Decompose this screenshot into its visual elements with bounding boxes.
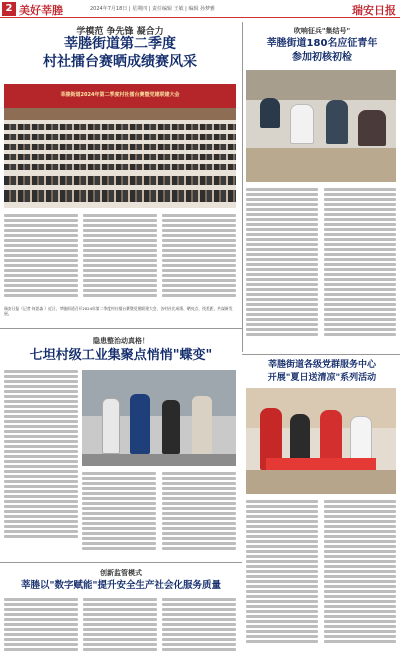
article1-photo-caption: 瑞安日报（记者 何思淼 ）近日，莘塍街道召开2024年第二季度村社擂台赛暨党建联建大会，各村社比成绩、晒亮点、找差距，共谋新发展。 <box>4 306 233 317</box>
article5-kicker: 创新监管模式 <box>100 569 142 577</box>
article1-body-col2 <box>83 212 157 306</box>
article2-headline-2: 参加初核初检 <box>292 52 352 63</box>
date-line: 2024年7月18日 | 星期四 | 责任编辑 王敏 | 编辑 孙梦雅 <box>90 6 216 12</box>
article2-kicker: 吹响征兵"集结号" <box>293 27 351 35</box>
article5-body-col3 <box>162 596 236 654</box>
article2-headline-1: 莘塍街道180名应征青年 <box>266 38 378 49</box>
article3-headline: 七坦村级工业集聚点悄悄"蝶变" <box>29 348 213 363</box>
stage-banner: 莘塍街道2024年第二季度村社擂台赛暨党建联建大会 <box>60 92 180 98</box>
article5-body-col1 <box>4 596 78 654</box>
article5-headline: 莘塍以"数字赋能"提升安全生产社会化服务质量 <box>21 580 221 591</box>
article1-headline-2: 村社擂台赛晒成绩赛风采 <box>43 54 197 70</box>
article4-body-col2 <box>324 498 396 654</box>
inspection-photo <box>82 370 236 466</box>
article1-kicker: 学模范 争先锋 凝合力 <box>76 27 164 37</box>
masthead-logo: 瑞安日报 <box>352 4 396 17</box>
article2-body-col2 <box>324 186 396 350</box>
page-number: 2 <box>2 2 16 16</box>
conference-photo <box>4 84 236 208</box>
article1-body-col3 <box>162 212 236 306</box>
article5-body-col2 <box>83 596 157 654</box>
article3-kicker: 隐患整治动真格！ <box>93 337 149 345</box>
section-name: 美好莘塍 <box>19 4 63 17</box>
article4-body-col1 <box>246 498 318 654</box>
cooling-event-photo <box>246 388 396 494</box>
article3-body-col2 <box>82 470 156 556</box>
recruit-photo <box>246 70 396 182</box>
article3-body-col3 <box>162 470 236 556</box>
page-header <box>0 0 400 18</box>
article4-headline-1: 莘塍街道各级党群服务中心 <box>267 360 376 370</box>
article1-headline-1: 莘塍街道第二季度 <box>64 36 176 52</box>
article3-body-col1 <box>4 368 78 556</box>
column-divider <box>242 22 243 352</box>
article1-body-col1 <box>4 212 78 306</box>
article2-body-col1 <box>246 186 318 350</box>
article4-headline-2: 开展"夏日送清凉"系列活动 <box>267 373 377 383</box>
